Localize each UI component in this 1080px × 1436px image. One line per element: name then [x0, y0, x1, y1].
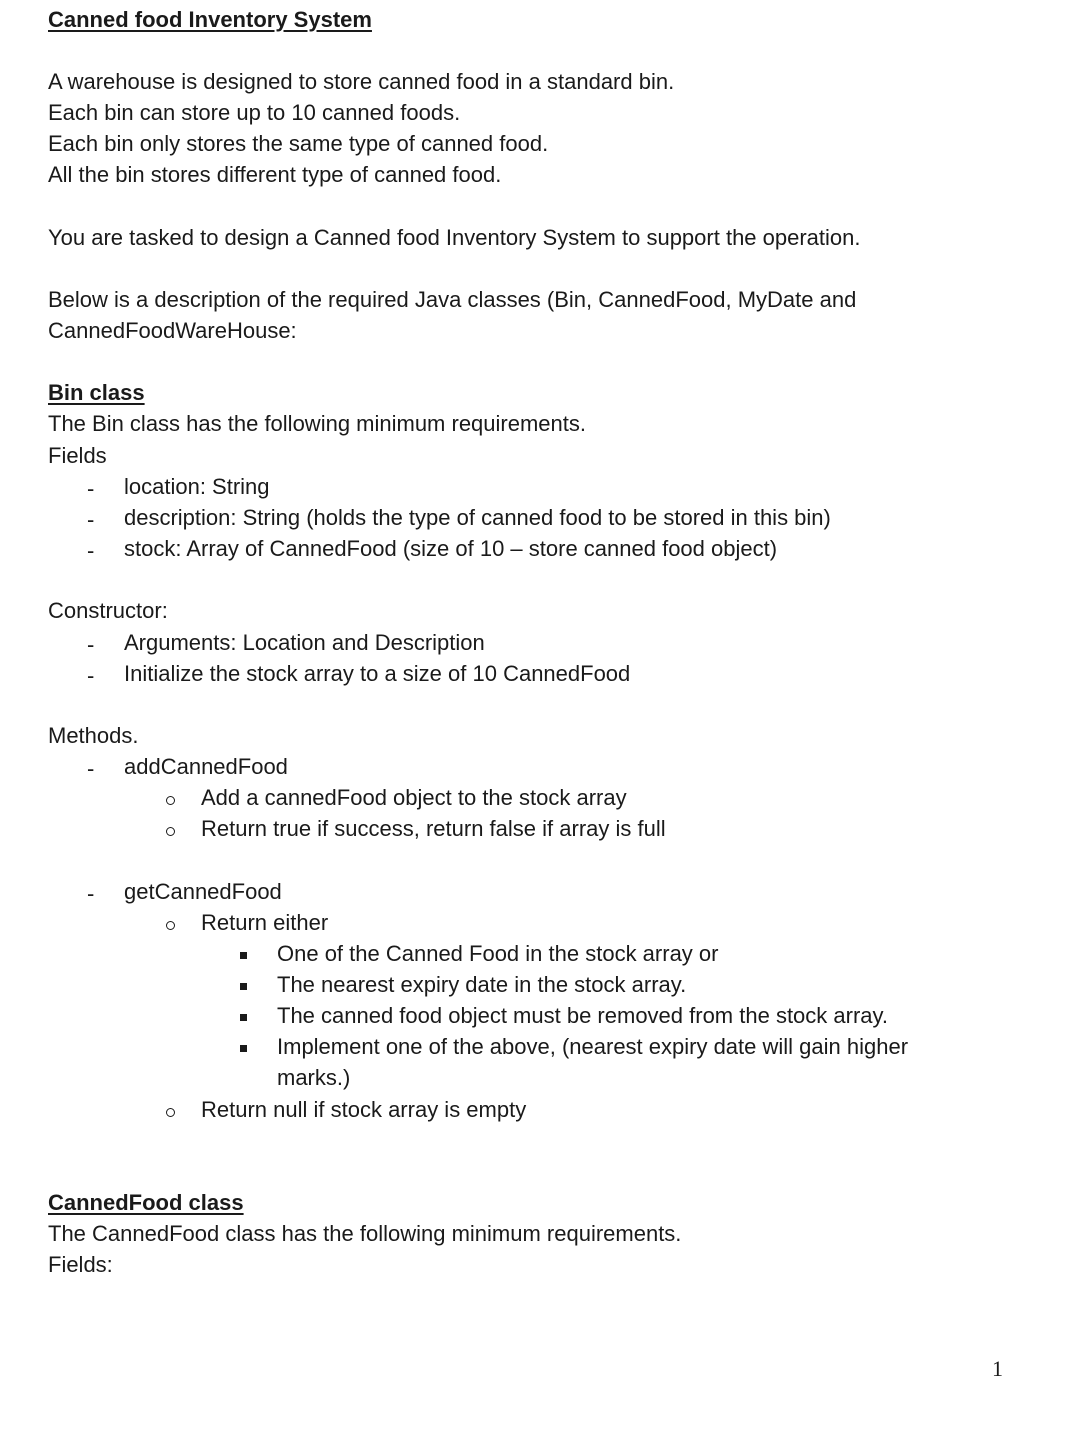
- square-bullet: [240, 952, 247, 959]
- square-bullet: [240, 1014, 247, 1021]
- page-number: 1: [992, 1356, 1003, 1381]
- add-method-item: Return true if success, return false if array is full: [201, 816, 666, 841]
- intro-line: Each bin can store up to 10 canned foods.: [48, 100, 461, 125]
- dash-bullet: -: [87, 507, 95, 532]
- dash-bullet: -: [87, 756, 95, 781]
- get-method-sub-item-cont: marks.): [277, 1065, 351, 1090]
- circle-bullet: [166, 796, 175, 805]
- get-method-sub-item: The nearest expiry date in the stock array.: [277, 972, 687, 997]
- cannedfood-requirements: The CannedFood class has the following minimum requirements.: [48, 1221, 682, 1246]
- classes-description-cont: CannedFoodWareHouse:: [48, 318, 297, 343]
- get-method-sub-item: One of the Canned Food in the stock array or: [277, 941, 719, 966]
- intro-line: A warehouse is designed to store canned food in a standard bin.: [48, 69, 675, 94]
- intro-line: Each bin only stores the same type of canned food.: [48, 131, 549, 156]
- intro-line: All the bin stores different type of canned food.: [48, 162, 502, 187]
- circle-bullet: [166, 921, 175, 930]
- circle-bullet: [166, 1108, 175, 1117]
- classes-description: Below is a description of the required Java classes (Bin, CannedFood, MyDate and: [48, 287, 857, 312]
- bin-field-item: description: String (holds the type of canned food to be stored in this bin): [124, 505, 831, 530]
- get-method-sub-item: Implement one of the above, (nearest expiry date will gain higher: [277, 1034, 909, 1059]
- get-method-return-either: Return either: [201, 910, 329, 935]
- bin-field-item: stock: Array of CannedFood (size of 10 – store canned food object): [124, 536, 778, 561]
- circle-bullet: [166, 827, 175, 836]
- add-method-item: Add a cannedFood object to the stock array: [201, 785, 627, 810]
- bin-field-item: location: String: [124, 474, 270, 499]
- dash-bullet: -: [87, 476, 95, 501]
- bin-fields-label: Fields: [48, 443, 107, 468]
- cannedfood-class-heading: CannedFood class: [48, 1190, 244, 1215]
- bin-requirements: The Bin class has the following minimum requirements.: [48, 411, 587, 436]
- cannedfood-fields-label: Fields:: [48, 1252, 113, 1277]
- bin-constructor-label: Constructor:: [48, 598, 168, 623]
- task-statement: You are tasked to design a Canned food Inventory System to support the operation.: [48, 225, 861, 250]
- dash-bullet: -: [87, 538, 95, 563]
- square-bullet: [240, 1045, 247, 1052]
- get-method-return-null: Return null if stock array is empty: [201, 1097, 527, 1122]
- bin-constructor-item: Initialize the stock array to a size of 10 CannedFood: [124, 661, 631, 686]
- document-title: Canned food Inventory System: [48, 7, 372, 32]
- dash-bullet: -: [87, 632, 95, 657]
- bin-constructor-item: Arguments: Location and Description: [124, 630, 485, 655]
- bin-methods-label: Methods.: [48, 723, 139, 748]
- add-method-name: addCannedFood: [124, 754, 288, 779]
- dash-bullet: -: [87, 663, 95, 688]
- get-method-name: getCannedFood: [124, 879, 282, 904]
- dash-bullet: -: [87, 881, 95, 906]
- get-method-sub-item: The canned food object must be removed from the stock array.: [277, 1003, 889, 1028]
- square-bullet: [240, 983, 247, 990]
- bin-class-heading: Bin class: [48, 380, 145, 405]
